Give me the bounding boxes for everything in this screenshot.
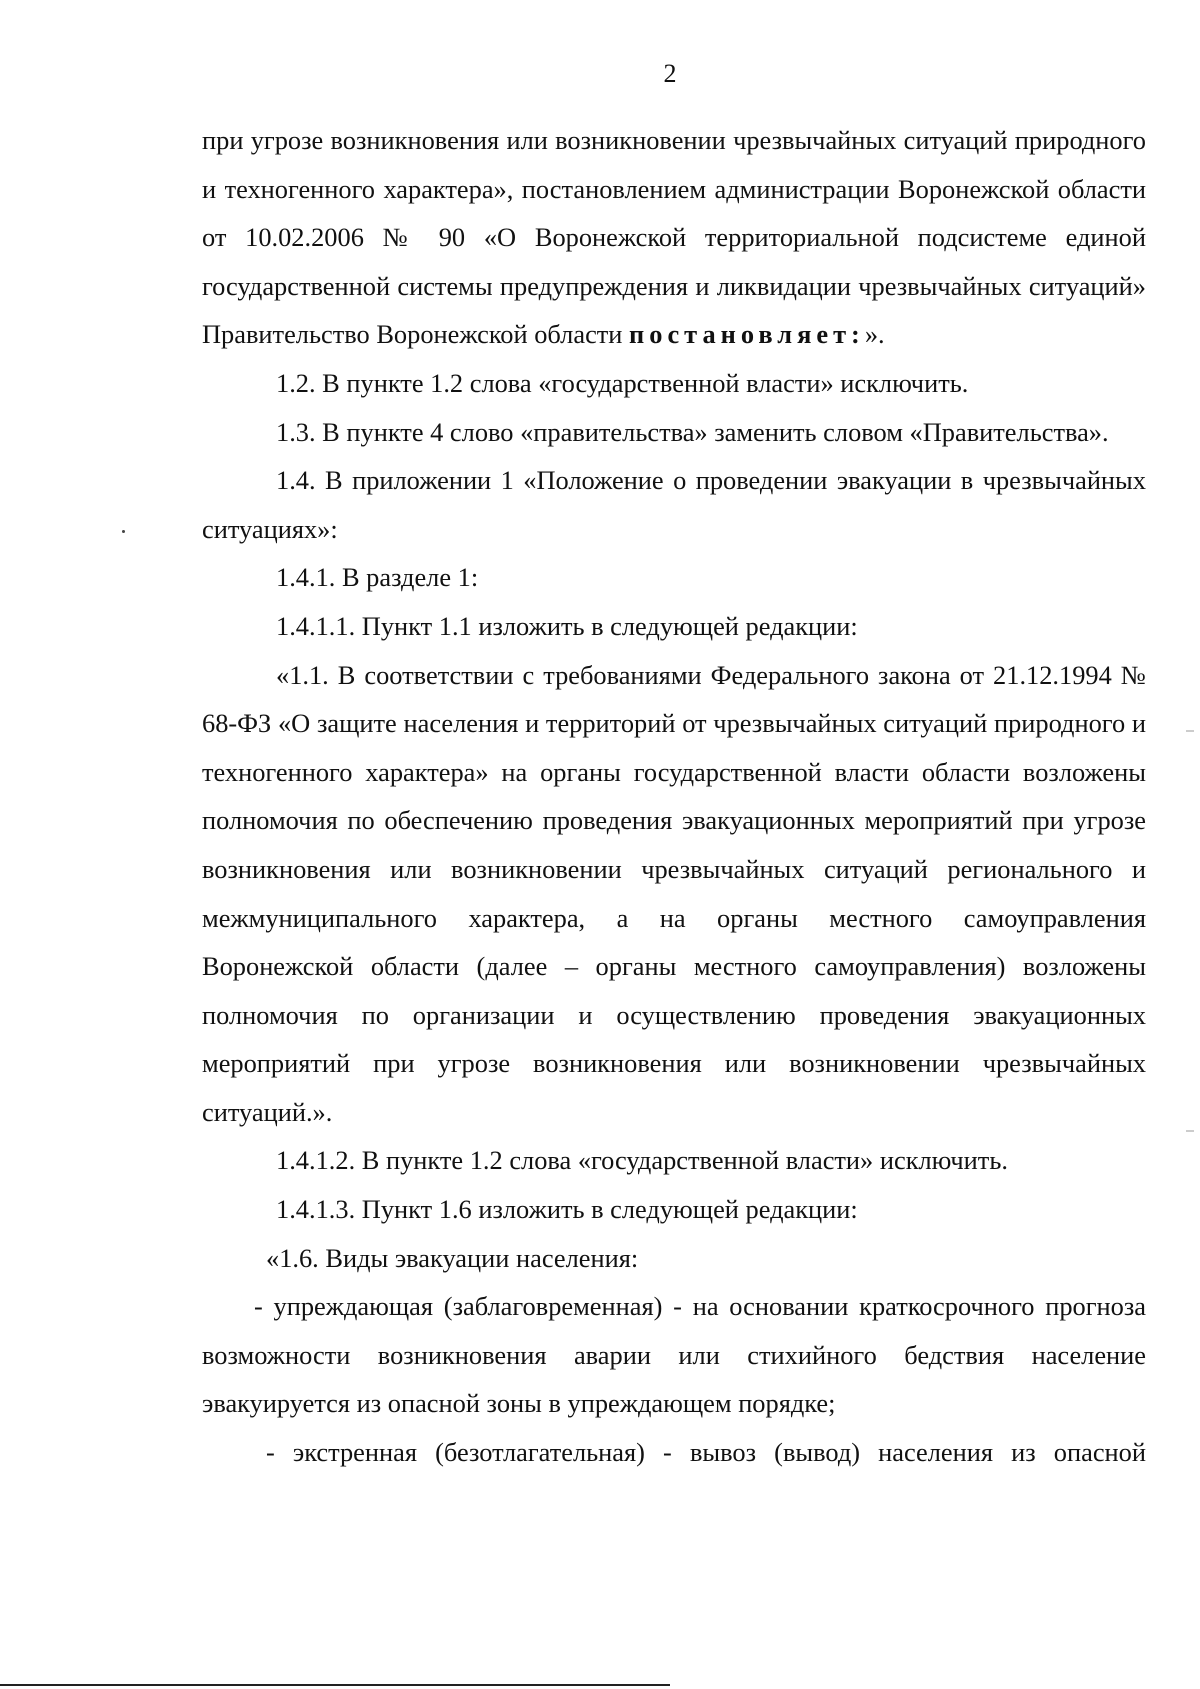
scan-edge-mark bbox=[1186, 1130, 1194, 1132]
footer-rule bbox=[0, 1684, 670, 1686]
paragraph-1-4-1-1: 1.4.1.1. Пункт 1.1 изложить в следующей редакции: bbox=[276, 610, 858, 641]
paragraph-1-2: 1.2. В пункте 1.2 слова «государственной власти» исключить. bbox=[276, 367, 969, 398]
preamble-text: при угрозе возникновения или возникновении чрезвычайных ситуаций природного и техногенного характера», постановлением администрации Воронежской области от 10.02.2006 № 90 «О Воронежской территориальной подсистеме единой государственной системы предупреждения и ликвидации чрезвычайных ситуаций» Правительство Воронежской области bbox=[202, 125, 1146, 350]
preamble-tail: ». bbox=[864, 319, 885, 350]
paragraph-1-4-1: 1.4.1. В разделе 1: bbox=[276, 562, 479, 593]
preamble-bold-keyword: постановляет: bbox=[629, 319, 865, 350]
paragraph-1-4: 1.4. В приложении 1 «Положение о проведении эвакуации в чрезвычайных ситуациях»: bbox=[202, 465, 1146, 544]
paragraph-preamble bbox=[202, 116, 1146, 359]
paragraph-1-4-1-2: 1.4.1.2. В пункте 1.2 слова «государственной власти» исключить. bbox=[276, 1145, 1008, 1176]
scan-edge-mark bbox=[1186, 730, 1194, 732]
page-number: 2 bbox=[663, 59, 677, 88]
paragraph-quoted-1-1: «1.1. В соответствии с требованиями Федерального закона от 21.12.1994 № 68-ФЗ «О защите населения и территорий от чрезвычайных ситуаций природного и техногенного характера» на органы государственной власти области возложены полномочия по обеспечению проведения эвакуационных мероприятий при угрозе возникновения или возникновении чрезвычайных ситуаций регионального и межмуниципального характера, а на органы местного самоуправления Воронежской области (далее – органы местного самоуправления) возложены полномочия по организации и осуществлению проведения эвакуационных мероприятий при угрозе возникновения или возникновении чрезвычайных ситуаций.». bbox=[202, 659, 1146, 1127]
scan-artifact-dot bbox=[122, 530, 125, 533]
paragraph-quoted-1-6: «1.6. Виды эвакуации населения: bbox=[266, 1242, 639, 1273]
document-body bbox=[202, 116, 1146, 1477]
paragraph-evacuation-emergency: - экстренная (безотлагательная) - вывоз (вывод) населения из опасной bbox=[266, 1437, 1146, 1468]
paragraph-1-4-1-3: 1.4.1.3. Пункт 1.6 изложить в следующей редакции: bbox=[276, 1194, 858, 1225]
paragraph-evacuation-preemptive: - упреждающая (заблаговременная) - на основании краткосрочного прогноза возможности возникновения аварии или стихийного бедствия население эвакуируется из опасной зоны в упреждающем порядке; bbox=[202, 1291, 1146, 1419]
paragraph-1-3: 1.3. В пункте 4 слово «правительства» заменить словом «Правительства». bbox=[276, 416, 1109, 447]
